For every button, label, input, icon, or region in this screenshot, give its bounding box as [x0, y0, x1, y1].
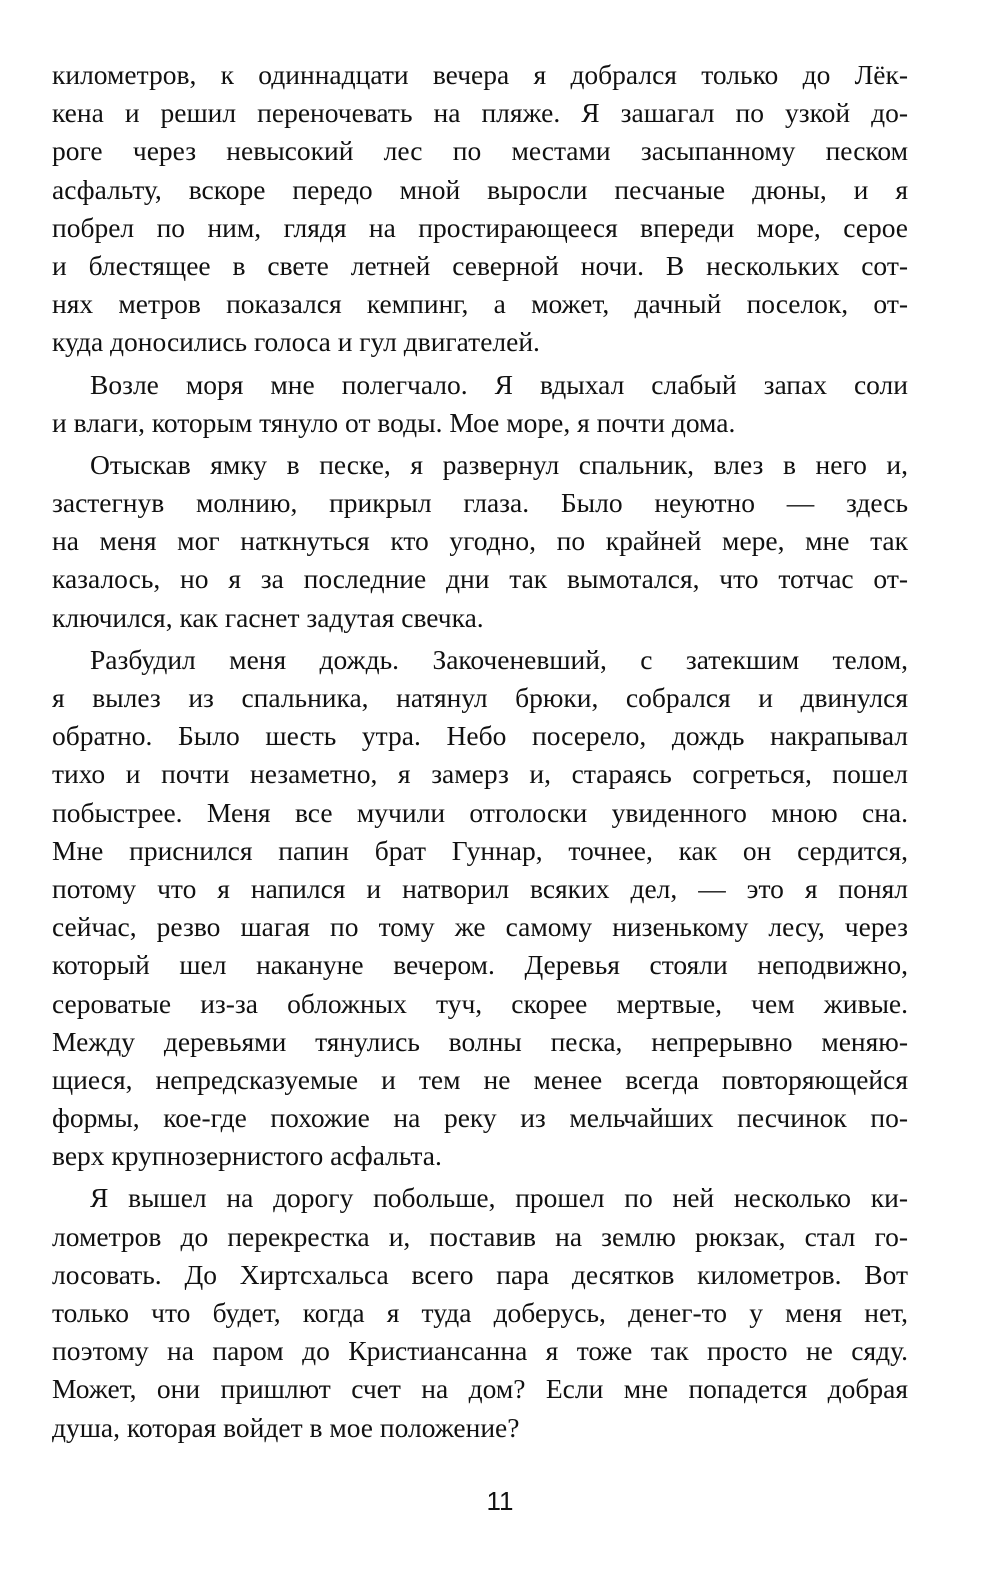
- text-line: верх крупнозернистого асфальта.: [52, 1140, 442, 1172]
- text-line: на меня мог наткнуться кто угодно, по крайней мере, мне так: [52, 525, 908, 557]
- text-line: километров, к одиннадцати вечера я добрался только до Лёк-: [52, 59, 908, 90]
- text-line: формы, кое-где похожие на реку из мельчайших песчинок по-: [52, 1102, 908, 1134]
- text-line: и влаги, которым тянуло от воды. Мое море, я почти дома.: [52, 406, 736, 438]
- text-line: щиеся, непредсказуемые и тем не менее всегда повторяющейся: [52, 1063, 908, 1095]
- paragraph-4: [52, 641, 908, 1176]
- text-line: душа, которая войдет в мое положение?: [52, 1411, 520, 1443]
- text-line: Мне приснился папин брат Гуннар, точнее, как он сердится,: [52, 834, 908, 866]
- text-line: Я вышел на дорогу побольше, прошел по ней несколько ки-: [90, 1182, 908, 1214]
- paragraph-2: [52, 366, 908, 442]
- text-line: Разбудил меня дождь. Закоченевший, с затекшим телом,: [90, 643, 908, 675]
- paragraph-5: [52, 1179, 908, 1446]
- paragraph-3: [52, 446, 908, 637]
- text-line: побыстрее. Меня все мучили отголоски увиденного мною сна.: [52, 796, 908, 828]
- text-line: кена и решил переночевать на пляже. Я зашагал по узкой до-: [52, 97, 908, 129]
- text-line: лометров до перекрестка и, поставив на землю рюкзак, стал го-: [52, 1220, 908, 1252]
- text-line: Отыскав ямку в песке, я развернул спальник, влез в него и,: [90, 448, 908, 480]
- text-line: нях метров показался кемпинг, а может, дачный поселок, от-: [52, 288, 908, 320]
- text-line: застегнув молнию, прикрыл глаза. Было неуютно — здесь: [52, 487, 908, 519]
- text-line: казалось, но я за последние дни так вымотался, что тотчас от-: [52, 563, 908, 595]
- text-line: лосовать. До Хиртсхальса всего пара десятков километров. Вот: [52, 1258, 908, 1290]
- text-line: поэтому на паром до Кристиансанна я тоже так просто не сяду.: [52, 1335, 908, 1367]
- paragraph-1: [52, 56, 908, 362]
- text-line: только что будет, когда я туда доберусь, денег-то у меня нет,: [52, 1297, 908, 1328]
- text-line: побрел по ним, глядя на простирающееся впереди море, серое: [52, 211, 908, 243]
- text-line: асфальту, вскоре передо мной выросли песчаные дюны, и я: [52, 173, 908, 205]
- text-line: сероватые из-за обложных туч, скорее мертвые, чем живые.: [52, 987, 908, 1019]
- text-line: и блестящее в свете летней северной ночи. В нескольких сот-: [52, 249, 908, 281]
- text-line: Может, они пришлют счет на дом? Если мне попадется добрая: [52, 1373, 908, 1405]
- text-line: ключился, как гаснет задутая свечка.: [52, 601, 484, 633]
- text-line: сейчас, резво шагая по тому же самому низенькому лесу, через: [52, 911, 908, 943]
- text-line: роге через невысокий лес по местами засыпанному песком: [52, 135, 908, 167]
- text-line: тихо и почти незаметно, я замерз и, стараясь согреться, пошел: [52, 758, 908, 790]
- page-number: 11: [486, 1486, 514, 1516]
- text-line: Между деревьями тянулись волны песка, непрерывно меняю-: [52, 1025, 908, 1057]
- text-line: Возле моря мне полегчало. Я вдыхал слабый запах соли: [90, 368, 908, 400]
- text-line: который шел накануне вечером. Деревья стояли неподвижно,: [52, 949, 908, 981]
- text-line: куда доносились голоса и гул двигателей.: [52, 326, 540, 358]
- text-line: я вылез из спальника, натянул брюки, собрался и двинулся: [52, 682, 908, 713]
- text-line: потому что я напился и натворил всяких дел, — это я понял: [52, 872, 908, 904]
- text-line: обратно. Было шесть утра. Небо посерело, дождь накрапывал: [52, 720, 908, 752]
- page-text: [52, 56, 908, 1451]
